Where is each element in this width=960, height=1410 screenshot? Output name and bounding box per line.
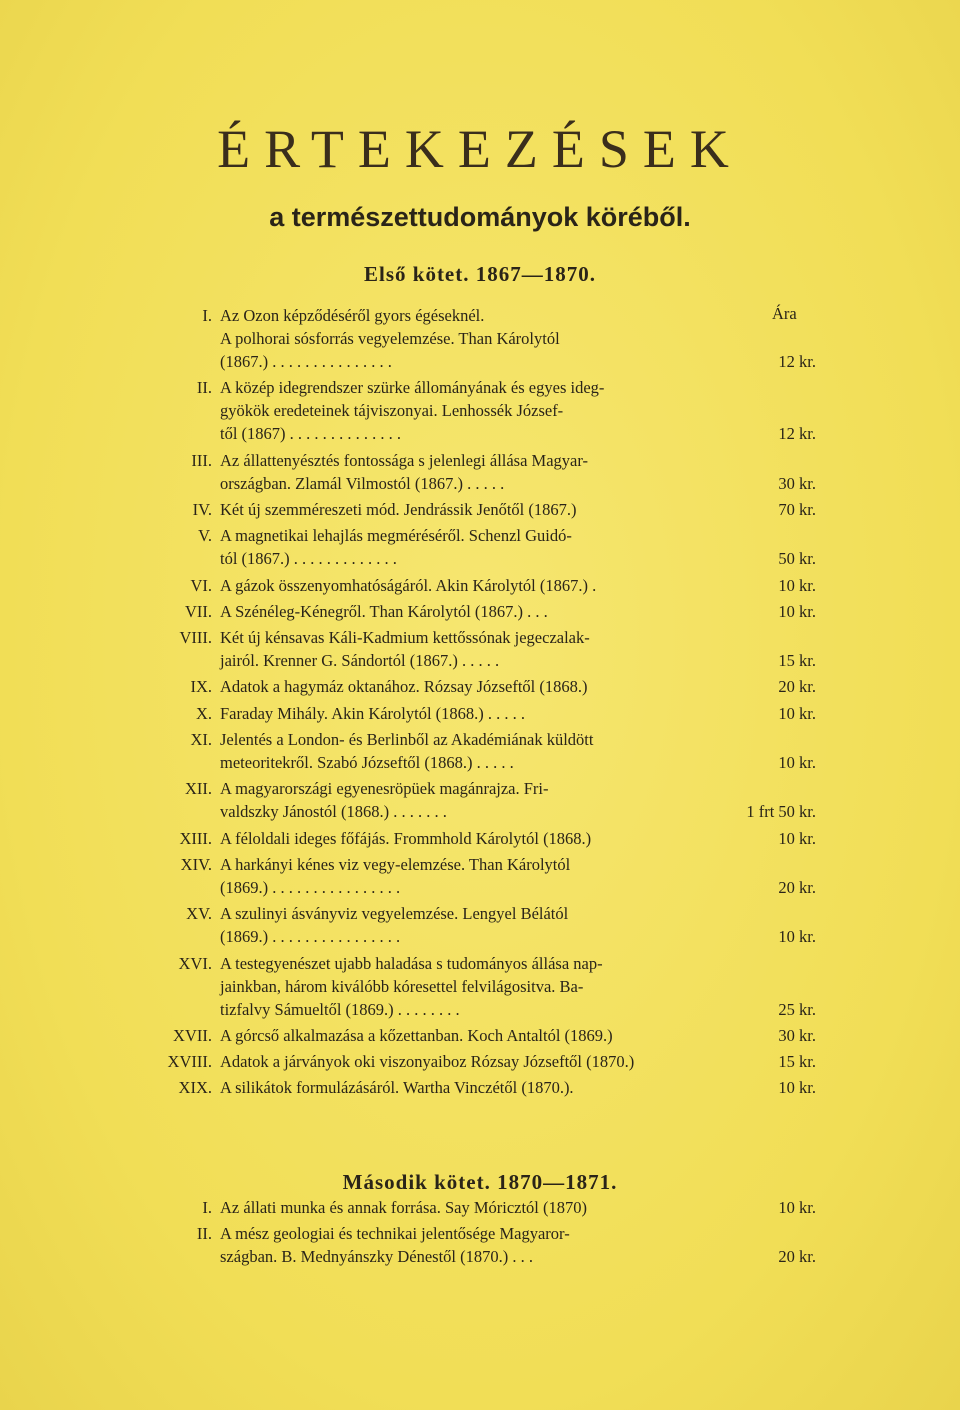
entry-number: I. [202,306,212,325]
entry-line [0,472,960,495]
entry-text: Adatok a járványok oki viszonyaiboz Rózsay Józseftől (1870.) [220,1052,635,1072]
list-item [0,600,960,623]
entry-number: V. [198,526,212,546]
entry-line [0,399,960,422]
entry-number: XIX. [178,1078,212,1098]
list-item [0,902,960,948]
list-item [0,449,960,495]
entry-text: Az állati munka és annak forrása. Say Móricztól (1870) [220,1198,588,1217]
entry-text: országban. Zlamál Vilmostól (1867.) . . . . . [220,473,505,493]
entry-price: 12 kr. [778,424,816,444]
entry-price: 10 kr. [778,1198,816,1217]
list-item [0,853,960,899]
list-item [0,498,960,521]
entry-line [0,952,960,975]
entry-price: 10 kr. [778,927,816,947]
list-item [0,675,960,698]
entry-text: A harkányi kénes viz vegy-elemzése. Than Károlytól [220,854,571,874]
entry-line [0,327,960,350]
entry-line [0,827,960,850]
entry-number: XVII. [173,1025,212,1045]
entry-price: 20 kr. [778,677,816,697]
entry-text: A magyarországi egyenesröpüek magánrajza. Fri- [220,779,549,799]
entry-line [0,1222,960,1245]
entry-line [0,600,960,623]
entry-line [0,876,960,899]
entry-text: Adatok a hagymáz oktanához. Rózsay Józseftől (1868.) [220,677,588,697]
entry-text: től (1867) . . . . . . . . . . . . . . [220,424,402,444]
entry-price: 1 frt 50 kr. [746,802,816,822]
entry-text: (1869.) . . . . . . . . . . . . . . . . [220,877,401,897]
entry-line [0,1050,960,1073]
entry-number: XIV. [180,854,212,874]
entry-text: Két új szemméreszeti mód. Jendrássik Jenőtől (1867.) [220,499,577,519]
list-item [0,304,960,373]
entry-price: 10 kr. [778,601,816,621]
entry-text: A szulinyi ásványviz vegyelemzése. Lengyel Bélától [220,904,569,924]
entry-price: 10 kr. [778,1078,816,1098]
entry-line [0,498,960,521]
entry-price: 15 kr. [778,1052,816,1072]
entry-text: A közép idegrendszer szürke állományának és egyes ideg- [220,378,605,398]
entry-text: jairól. Krenner G. Sándortól (1867.) . . . . . [220,651,500,671]
page-subtitle: a természettudományok köréből. [269,202,691,232]
entry-line [0,1245,960,1268]
entry-price: 30 kr. [778,1025,816,1045]
entry-text: A testegyenészet ujabb haladása s tudományos állása nap- [220,953,603,973]
entry-line [0,800,960,823]
entry-number: II. [196,1224,212,1244]
list-item [0,524,960,570]
entry-text: Faraday Mihály. Akin Károlytól (1868.) . . . . . [220,703,526,723]
entry-text: (1869.) . . . . . . . . . . . . . . . . [220,927,401,947]
list-item [0,1076,960,1099]
entry-text: Két új kénsavas Káli-Kadmium kettőssónak jegeczalak- [220,628,590,648]
list-item [0,1222,960,1268]
entry-number: XIII. [179,828,212,848]
entry-number: XV. [186,904,212,924]
entry-line [0,853,960,876]
entry-text: gyökök eredeteinek tájviszonyai. Lenhossék József- [220,401,564,421]
entry-number: IX. [190,677,212,697]
list-item [0,702,960,725]
list-item [0,827,960,850]
entry-line [0,975,960,998]
entry-price: 70 kr. [778,499,816,519]
entry-line [0,902,960,925]
entry-number: VII. [184,601,212,621]
entry-text: A féloldali ideges főfájás. Frommhold Károlytól (1868.) [220,828,592,848]
entry-number: XVI. [178,953,212,973]
entry-text: A polhorai sósforrás vegyelemzése. Than Károlytól [220,329,560,348]
entry-line [0,925,960,948]
entry-number: XI. [190,730,212,749]
list-item [0,376,960,445]
entry-text: valdszky Jánostól (1868.) . . . . . . . [220,802,447,822]
entry-number: VI. [190,575,212,595]
entry-number: XVIII. [167,1052,212,1072]
entry-price: 20 kr. [778,877,816,897]
entry-line [0,304,960,327]
entry-number: XII. [184,779,212,799]
entry-text: A górcső alkalmazása a kőzettanban. Koch Antaltól (1869.) [220,1025,613,1045]
entry-line [0,1196,960,1219]
entry-price: 25 kr. [778,999,816,1019]
volume-heading: Első kötet. 1867—1870. [364,262,596,286]
volume-heading: Második kötet. 1870—1871. [342,1170,618,1194]
entry-price: 30 kr. [778,473,816,493]
entry-text: Az Ozon képződéséről gyors égéseknél. [220,306,485,325]
entry-line [0,702,960,725]
entry-line [0,728,960,751]
entry-line [0,626,960,649]
entry-line [0,422,960,445]
list-item [0,1196,960,1219]
entry-line [0,574,960,597]
entry-number: IV. [192,499,212,519]
entry-text: A mész geologiai és technikai jelentősége Magyaror- [220,1224,570,1244]
entry-price: 20 kr. [778,1247,816,1267]
entry-text: szágban. B. Mednyánszky Dénestől (1870.) . . . [220,1247,533,1267]
entry-price: 12 kr. [778,352,816,371]
entry-text: A gázok összenyomhatóságáról. Akin Károlytól (1867.) . [220,575,597,595]
entry-line [0,751,960,774]
entry-price: 15 kr. [778,651,816,671]
entry-text: A silikátok formulázásáról. Wartha Vinczétől (1870.). [220,1078,574,1098]
entry-line [0,1024,960,1047]
page-title: ÉRTEKEZÉSEK [217,119,743,179]
entry-line [0,547,960,570]
entry-number: VIII. [179,628,212,648]
entry-price: 10 kr. [778,753,816,772]
entry-text: Jelentés a London- és Berlinből az Akadémiának küldött [220,730,594,749]
entry-text: A magnetikai lehajlás megméréséről. Schenzl Guidó- [220,526,572,546]
list-item [0,728,960,774]
list-item [0,626,960,672]
entry-line [0,376,960,399]
entry-line [0,524,960,547]
entry-price: 10 kr. [778,828,816,848]
entry-text: jainkban, három kiválóbb kóresettel felvilágositva. Ba- [220,976,584,996]
entry-text: A Szénéleg-Kénegről. Than Károlytól (1867.) . . . [220,601,548,621]
entry-line [0,449,960,472]
entry-number: X. [195,703,212,723]
list-item [0,574,960,597]
price-header-label: Ára [772,304,797,323]
entry-number: III. [191,450,212,470]
entry-line [0,350,960,373]
entry-number: II. [196,378,212,398]
list-item [0,1024,960,1047]
list-item [0,1050,960,1073]
list-item [0,777,960,823]
entry-line [0,649,960,672]
entry-text: Az állattenyésztés fontossága s jelenlegi állása Magyar- [220,450,589,470]
entry-text: meteoritekről. Szabó Józseftől (1868.) . . . . . [220,753,514,772]
entry-text: (1867.) . . . . . . . . . . . . . . . [220,352,392,371]
entry-number: I. [202,1198,212,1217]
entry-line [0,998,960,1021]
entry-text: tizfalvy Sámueltől (1869.) . . . . . . . . [220,999,460,1019]
entry-text: tól (1867.) . . . . . . . . . . . . . [220,549,397,569]
entry-price: 50 kr. [778,549,816,569]
list-item [0,952,960,1021]
entry-line [0,1076,960,1099]
entry-price: 10 kr. [778,703,816,723]
entry-price: 10 kr. [778,575,816,595]
entry-line [0,777,960,800]
entry-line [0,675,960,698]
